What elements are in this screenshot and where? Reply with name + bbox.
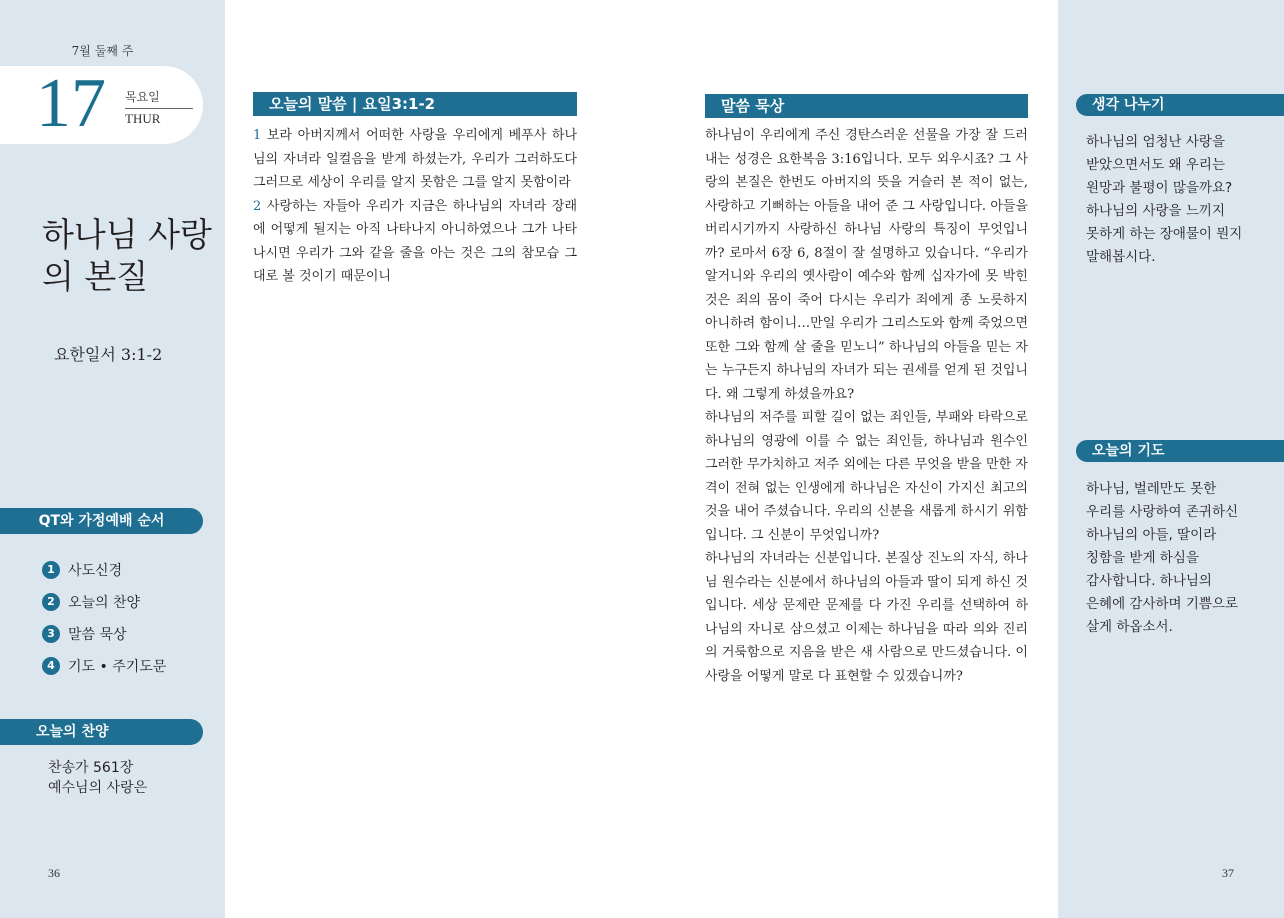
- sharing-line: 원망과 불평이 많을까요?: [1086, 180, 1233, 196]
- scripture-text: [253, 124, 577, 289]
- page-title: [42, 214, 217, 298]
- order-item: [42, 618, 166, 650]
- prayer-line: 감사합니다. 하나님의: [1086, 573, 1212, 589]
- order-number-badge: 4: [42, 657, 60, 675]
- sharing-line: 못하게 하는 장애물이 뭔지: [1086, 226, 1243, 242]
- prayer-line: 하나님의 아들, 딸이라: [1086, 527, 1217, 543]
- verse: [253, 124, 577, 195]
- title-line-2: 의 본질: [42, 257, 149, 296]
- sharing-line: 하나님의 사랑을 느끼지: [1086, 203, 1225, 219]
- hymn-title: 예수님의 사랑은: [48, 780, 148, 796]
- order-item-label: 사도신경: [68, 563, 123, 579]
- verse-text: 보라 아버지께서 어떠한 사랑을 우리에게 베푸사 하나님의 자녀라 일컬음을 받게 하셨는가, 우리가 그러하도다 그러므로 세상이 우리를 알지 못함은 그를 알지 못함이라: [253, 128, 577, 190]
- page-number-left: 36: [48, 866, 60, 880]
- order-item: [42, 586, 166, 618]
- order-item-label: 오늘의 찬양: [68, 595, 141, 611]
- day-number: 17: [36, 65, 106, 142]
- prayer-line: 은혜에 감사하며 기쁨으로: [1086, 596, 1239, 612]
- verse-number: 2: [253, 198, 262, 214]
- sharing-text: [1086, 131, 1256, 269]
- order-item-label: 말씀 묵상: [68, 627, 127, 643]
- order-item: [42, 554, 166, 586]
- verse-number: 1: [253, 128, 262, 143]
- sharing-line: 하나님의 엄청난 사랑을: [1086, 134, 1225, 150]
- prayer-line: 살게 하옵소서.: [1086, 619, 1173, 635]
- order-number-badge: 2: [42, 593, 60, 611]
- verse: [253, 195, 577, 289]
- verse-text: 사랑하는 자들아 우리가 지금은 하나님의 자녀라 장래에 어떻게 될지는 아직 나타나지 아니하였으나 그가 나타나시면 우리가 그와 같을 줄을 아는 것은 그의 참모습 그대로 볼 것이기 때문이니: [253, 198, 577, 284]
- meditation-paragraph: 하나님이 우리에게 주신 경탄스러운 선물을 가장 잘 드러내는 성경은 요한복음 3:16입니다. 모두 외우시죠? 그 사랑의 본질은 한번도 아버지의 뜻을 거슬러 본 적이 없는, 사랑하고 기뻐하는 아들을 내어 준 그 사랑입니다. 아들을 버리시기까지 사랑하신 하나님 사랑의 특징이 무엇입니까? 로마서 6장 6, 8절이 잘 설명하고 있습니다. “우리가 알거니와 우리의 옛사람이 예수와 함께 십자가에 못 박힌 것은 죄의 몸이 죽어 다시는 우리가 죄에게 종 노릇하지 아니하려 함이니…만일 우리가 그리스도와 함께 죽었으면 또한 그와 함께 살 줄을 믿노니” 하나님의 아들을 믿는 자는 누구든지 하나님의 자녀가 되는 권세를 얻게 된 것입니다. 왜 그렇게 하셨을까요?: [705, 128, 1028, 402]
- order-number-badge: 3: [42, 625, 60, 643]
- prayer-line: 우리를 사랑하여 존귀하신: [1086, 504, 1239, 520]
- weekday-english: THUR: [125, 111, 161, 126]
- scripture-heading: 오늘의 말씀 | 요일3:1-2: [253, 92, 577, 116]
- order-list: [42, 554, 166, 682]
- meditation-text: [705, 124, 1028, 688]
- hymn-info: [48, 758, 147, 798]
- hymn-number: 찬송가 561장: [48, 760, 134, 776]
- meditation-heading: 말씀 묵상: [705, 94, 1028, 118]
- prayer-text: [1086, 478, 1256, 639]
- page-number-right: 37: [1222, 866, 1234, 880]
- sharing-line: 받았으면서도 왜 우리는: [1086, 157, 1225, 173]
- week-label: 7월 둘째 주: [71, 44, 134, 58]
- hymn-heading: 오늘의 찬양: [0, 719, 203, 745]
- order-heading: QT와 가정예배 순서: [0, 508, 203, 534]
- sharing-heading: 생각 나누기: [1076, 94, 1284, 116]
- title-line-1: 하나님 사랑: [42, 215, 212, 254]
- order-item: [42, 650, 166, 682]
- sharing-line: 말해봅시다.: [1086, 249, 1156, 265]
- title-reference: 요한일서 3:1-2: [54, 345, 163, 364]
- prayer-line: 하나님, 벌레만도 못한: [1086, 481, 1217, 497]
- order-number-badge: 1: [42, 561, 60, 579]
- prayer-heading: 오늘의 기도: [1076, 440, 1284, 462]
- meditation-paragraph: 하나님의 저주를 피할 길이 없는 죄인들, 부패와 타락으로 하나님의 영광에 이를 수 없는 죄인들, 하나님과 원수인 그러한 무가치하고 저주 외에는 다른 무엇을 받을 만한 자격이 전혀 없는 인생에게 하나님은 자신이 가지신 최고의 것을 내어 주셨습니다. 우리의 신분을 새롭게 하시기 위함입니다. 그 신분이 무엇입니까?: [705, 410, 1028, 543]
- meditation-paragraph: 하나님의 자녀라는 신분입니다. 본질상 진노의 자식, 하나님 원수라는 신분에서 하나님의 아들과 딸이 되게 하신 것입니다. 세상 문제란 문제를 다 가진 우리를 선택하여 하나님의 자니로 삼으셨고 이제는 하나님을 따라 의와 진리의 거룩함으로 지음을 받은 새 사람으로 만드셨습니다. 이 사랑을 어떻게 말로 다 표현할 수 있겠습니까?: [705, 551, 1028, 684]
- order-item-label: 기도 • 주기도문: [68, 659, 167, 675]
- prayer-line: 칭함을 받게 하심을: [1086, 550, 1199, 566]
- weekday-korean: 목요일: [125, 88, 193, 109]
